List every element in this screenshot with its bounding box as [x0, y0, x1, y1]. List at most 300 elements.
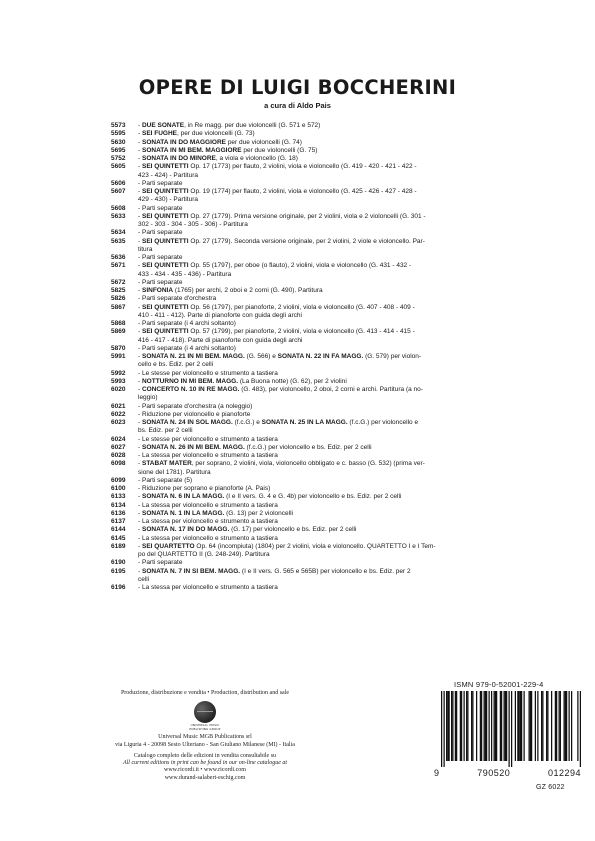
catalog-entry [111, 518, 511, 526]
work-details: cello e bs. Ediz. per 2 celli [138, 361, 214, 369]
catalog-number: 6196 [111, 584, 126, 591]
catalog-number: 5608 [111, 204, 126, 212]
catalog-entry [111, 122, 511, 130]
catalog-entry [111, 353, 511, 361]
work-title: CONCERTO N. 10 IN RE MAGG. [141, 386, 240, 393]
work-title: SONATA N. 24 IN SOL MAGG. [141, 419, 233, 426]
catalog-number: 6098 [111, 460, 126, 468]
catalog-entry [111, 254, 511, 262]
work-details: La stessa per violoncello e strumento a tastiera [141, 534, 278, 542]
catalog-number [111, 271, 138, 279]
catalog-number: 5826 [111, 295, 126, 303]
catalog-description: - SEI QUINTETTI Op. 57 (1799), per pianoforte, 2 violini, viola e violoncello (G. 413 - 414 - 415 - [138, 328, 415, 336]
barcode-digits-left: 790520 [477, 768, 511, 778]
work-details: Riduzione per soprano e pianoforte (A. Pais) [141, 485, 271, 492]
catalog-description: - Parti separate d'orchestra (a noleggio) [138, 402, 253, 410]
barcode-digits-right: 012294 [547, 768, 581, 778]
catalog-entry [111, 304, 511, 312]
catalog-description: - Parti separate [138, 179, 183, 187]
work-details: Op. 55 (1797), per oboe (o flauto), 2 violini, viola e violoncello (G. 431 - 432 - [188, 262, 412, 270]
catalog-entry [111, 180, 511, 188]
barcode-bar [466, 691, 467, 761]
work-title: SEI QUINTETTI [141, 163, 189, 171]
catalog-number: 5607 [111, 188, 126, 195]
catalog-description [138, 469, 511, 477]
catalog-entry [111, 394, 511, 402]
barcode-bar [460, 691, 461, 761]
catalog-entry [111, 403, 511, 411]
barcode-bar [494, 691, 495, 761]
catalog-description: - SEI FUGHE, per due violoncelli (G. 73) [138, 130, 255, 138]
work-details: Op. 27 (1779). Seconda versione originale, per 2 violini, 2 viole e violoncello. Par- [188, 237, 425, 245]
catalog-description [138, 271, 511, 279]
barcode-bar [441, 691, 442, 767]
work-details: La stessa per violoncello e strumento a tastiera [141, 518, 278, 525]
catalog-number [111, 361, 138, 369]
catalog-number: 6136 [111, 509, 126, 517]
catalog-description [138, 394, 511, 402]
barcode-bar [565, 691, 566, 761]
catalog-description: - La stessa per violoncello e strumento a tastiera [138, 534, 278, 542]
barcode [431, 691, 581, 767]
work-title: SONATA N. 6 IN LA MAGG. [141, 493, 225, 501]
catalog-number: 5868 [111, 320, 126, 327]
catalog-description: - Parti separate [138, 278, 183, 286]
catalog-description: - SONATA N. 1 IN LA MAGG. (G. 13) per 2 violoncelli [138, 509, 293, 517]
logo-line-2: PUBLISHING GROUP [189, 727, 221, 732]
work-title: SONATA IN DO MAGGIORE [141, 138, 227, 146]
catalog-description [138, 361, 511, 369]
catalog-description: - CONCERTO N. 10 IN RE MAGG. (G. 483), per violoncello, 2 oboi, 2 corni e archi. Partitura (a no- [138, 386, 423, 393]
work-details: (f.c.G.) per violoncello e bs. Ediz. per 2 celli [244, 443, 372, 451]
barcode-bar [560, 691, 561, 761]
barcode-bar [569, 691, 570, 761]
catalog-list [111, 122, 511, 592]
catalog-entry [111, 172, 511, 180]
catalog-number: 5573 [111, 122, 126, 129]
barcode-bar [472, 691, 473, 761]
catalog-entry [111, 361, 511, 369]
work-details: La stessa per violoncello e strumento a tastiera [141, 452, 278, 459]
work-details: Parti separate (i 4 archi soltanto) [141, 320, 236, 327]
catalog-entry [111, 535, 511, 543]
catalog-entry [111, 271, 511, 279]
work-title: SONATA IN MI BEM. MAGGIORE [141, 146, 242, 154]
catalog-entry [111, 469, 511, 477]
work-details: , per soprano, 2 violini, viola, violoncello obbligato e c. basso (G. 532) (prima ver- [191, 460, 425, 468]
catalog-description: - SEI QUINTETTI Op. 56 (1797), per pianoforte, 2 violini, viola e violoncello (G. 407 - 408 - 409 - [138, 303, 415, 311]
work-details: titura [138, 245, 153, 253]
catalog-entry [111, 205, 511, 213]
work-title: SONATA N. 21 IN MI BEM. MAGG. [141, 353, 245, 360]
catalog-description: - SEI QUINTETTI Op. 19 (1774) per flauto, 2 violini, viola e violoncello (G. 425 - 426 - 427 - 428 - [138, 188, 417, 195]
catalog-description: - Parti separate d'orchestra [138, 295, 217, 303]
catalog-number: 6027 [111, 443, 126, 451]
catalog-entry [111, 345, 511, 353]
catalog-entry [111, 576, 511, 584]
catalog-entry [111, 460, 511, 468]
editor-credit: a cura di Aldo Pais [264, 101, 331, 110]
work-details: (G. 13) per 2 violoncelli [224, 509, 293, 517]
page-title: OPERE DI LUIGI BOCCHERINI [138, 76, 457, 99]
barcode-bar [481, 691, 482, 761]
catalog-number: 5671 [111, 262, 126, 270]
work-title: SONATA N. 25 IN LA MAGG. [261, 419, 348, 426]
catalog-number: 6195 [111, 567, 126, 575]
barcode-bar [480, 691, 481, 761]
catalog-entry [111, 287, 511, 295]
work-details: bs. Ediz. per 2 celli [138, 427, 193, 435]
catalog-entry [111, 328, 511, 336]
barcode-bar [559, 691, 560, 761]
barcode-bar [520, 691, 521, 761]
catalog-entry [111, 295, 511, 303]
barcode-bar [566, 691, 567, 761]
barcode-bar [524, 691, 525, 761]
work-title: SONATA N. 1 IN LA MAGG. [141, 509, 225, 517]
barcode-bar [515, 691, 516, 761]
barcode-bar [489, 691, 490, 761]
catalog-description: - SONATA IN DO MAGGIORE per due violoncelli (G. 74) [138, 138, 302, 146]
catalog-number: 6020 [111, 386, 126, 393]
catalog-code: GZ 6022 [536, 784, 565, 791]
barcode-bar [547, 691, 548, 761]
barcode-bar [509, 691, 510, 767]
work-details: Parti separate [141, 254, 183, 261]
barcode-bar [541, 691, 542, 761]
catalog-entry [111, 411, 511, 419]
catalog-description: - Parti separate (i 4 archi soltanto) [138, 344, 236, 352]
catalog-description [138, 312, 511, 320]
work-details: 423 - 424) - Partitura [138, 171, 198, 179]
catalog-entry [111, 444, 511, 452]
barcode-bar [505, 691, 506, 761]
barcode-bar [564, 691, 565, 761]
work-details: Op. 17 (1773) per flauto, 2 violini, viola e violoncello (G. 419 - 420 - 421 - 422 - [188, 163, 417, 171]
catalog-number: 6021 [111, 402, 126, 410]
work-details: (G. 579) per violon- [363, 353, 422, 360]
work-details: Parti separate [141, 278, 183, 286]
catalog-number: 5605 [111, 163, 126, 171]
ismn-number: ISMN 979-0-52001-229-4 [454, 680, 544, 689]
work-details: Le stesse per violoncello e strumento a tastiera [141, 435, 278, 443]
catalog-number [111, 551, 138, 559]
work-details: Op. 56 (1797), per pianoforte, 2 violini, viola e violoncello (G. 407 - 408 - 409 - [188, 303, 415, 311]
catalog-description: - Parti separate [138, 559, 183, 567]
catalog-number: 5672 [111, 278, 126, 286]
barcode-bar [577, 691, 578, 761]
catalog-number: 5867 [111, 303, 126, 311]
barcode-bar [535, 691, 536, 761]
catalog-entry [111, 559, 511, 567]
catalog-entry [111, 155, 511, 163]
work-details: per due violoncelli (G. 75) [241, 146, 318, 154]
catalog-description: - Riduzione per violoncello e pianoforte [138, 410, 251, 418]
barcode-bar [531, 691, 532, 761]
catalog-description: - Parti separate [138, 229, 183, 237]
barcode-digit-lead: 9 [434, 768, 440, 778]
work-details: Op. 19 (1774) per flauto, 2 violini, viola e violoncello (G. 425 - 426 - 427 - 428 - [188, 188, 417, 195]
catalog-entry [111, 320, 511, 328]
work-details: celli [138, 575, 150, 583]
catalog-description [138, 337, 511, 345]
barcode-bar [449, 691, 450, 761]
catalog-description: - La stessa per violoncello e strumento a tastiera [138, 584, 278, 591]
work-details: 433 - 434 - 435 - 436) - Partitura [138, 270, 232, 278]
catalog-entry [111, 213, 511, 221]
catalog-entry [111, 147, 511, 155]
catalog-entry [111, 188, 511, 196]
barcode-bar [517, 691, 518, 761]
catalog-description: - Parti separate [138, 254, 183, 261]
work-details: Parti separate (5) [141, 476, 193, 484]
work-details: , a viola e violoncello (G. 18) [215, 155, 298, 162]
barcode-bar [471, 691, 472, 761]
work-details: Riduzione per violoncello e pianoforte [141, 410, 251, 418]
catalog-entry [111, 502, 511, 510]
catalog-number: 5870 [111, 344, 126, 352]
catalog-description: - Parti separate (i 4 archi soltanto) [138, 320, 236, 327]
catalog-entry [111, 427, 511, 435]
work-details: 302 - 303 - 304 - 305 - 306) - Partitura [138, 221, 248, 228]
barcode-bar [551, 691, 552, 761]
catalog-description [138, 576, 511, 584]
catalog-entry [111, 139, 511, 147]
work-details: leggio) [138, 394, 158, 402]
catalog-description: - SONATA IN MI BEM. MAGGIORE per due violoncelli (G. 75) [138, 146, 318, 154]
catalog-number [111, 172, 138, 180]
catalog-number: 6144 [111, 526, 126, 534]
barcode-bar [444, 691, 445, 767]
work-title: SEI QUINTETTI [141, 303, 189, 311]
catalog-description: - SINFONIA (1765) per archi, 2 oboi e 2 corni (G. 490). Partitura [138, 287, 323, 294]
catalog-number [111, 196, 138, 204]
catalog-entry [111, 337, 511, 345]
catalog-number: 6133 [111, 493, 126, 501]
catalog-entry [111, 452, 511, 460]
barcode-bar [546, 691, 547, 761]
catalog-description: - La stessa per violoncello e strumento a tastiera [138, 452, 278, 459]
barcode-bar [555, 691, 556, 761]
catalog-description: - SEI QUARTETTO Op. 64 (incompiuta) (1804) per 2 violini, viola e violoncello. QUARTETTO I e I Tem- [138, 542, 436, 550]
barcode-bar [456, 691, 457, 761]
catalog-description: - SEI QUINTETTI Op. 55 (1797), per oboe (o flauto), 2 violini, viola e violoncello (G. 431 - 432 - [138, 262, 412, 270]
catalog-entry [111, 221, 511, 229]
work-details: La stessa per violoncello e strumento a tastiera [141, 501, 278, 509]
barcode-bar [484, 691, 485, 761]
catalog-number [111, 576, 138, 584]
work-details: (G. 17) per violoncello e bs. Ediz. per 2 celli [229, 526, 357, 534]
catalog-description: - SEI QUINTETTI Op. 27 (1779). Prima versione originale, per 2 violini, viola e 2 violoncelli (G. 301 - [138, 212, 426, 220]
catalog-description [138, 551, 511, 559]
catalog-description [138, 427, 511, 435]
work-title: SEI FUGHE [141, 130, 178, 138]
work-details: Op. 64 (incompiuta) (1804) per 2 violini, viola e violoncello. QUARTETTO I e I Tem- [194, 542, 436, 550]
catalog-entry [111, 196, 511, 204]
work-details: Op. 27 (1779). Prima versione originale, per 2 violini, viola e 2 violoncelli (G. 301 - [188, 212, 426, 220]
catalog-number: 5635 [111, 237, 126, 245]
catalog-number: 5595 [111, 130, 126, 138]
catalog-entry [111, 279, 511, 287]
barcode-bar [486, 691, 487, 761]
catalog-note-it: Catalogo completo delle edizioni in vendita consultabile su [133, 752, 277, 759]
catalog-entry [111, 419, 511, 427]
work-details: 429 - 430) - Partitura [138, 196, 198, 204]
work-title: SONATA N. 22 IN FA MAGG. [277, 353, 364, 360]
catalog-number: 6100 [111, 485, 126, 492]
work-title: SEI QUINTETTI [141, 262, 189, 270]
catalog-number: 5825 [111, 287, 126, 294]
catalog-entry [111, 551, 511, 559]
barcode-bar [580, 691, 581, 767]
catalog-entry [111, 584, 511, 592]
work-details: (f.c.G.) e [232, 419, 262, 426]
catalog-number: 5991 [111, 353, 126, 360]
catalog-entry [111, 526, 511, 534]
catalog-number: 6022 [111, 410, 126, 418]
barcode-bar [542, 691, 543, 761]
catalog-entry [111, 477, 511, 485]
work-details: Le stesse per violoncello e strumento a tastiera [141, 369, 278, 377]
catalog-entry [111, 485, 511, 493]
catalog-description: - La stessa per violoncello e strumento a tastiera [138, 518, 278, 525]
barcode-bar [496, 691, 497, 761]
work-details: per due violoncelli (G. 74) [226, 138, 302, 146]
barcode-bar [495, 691, 496, 761]
catalog-entry [111, 568, 511, 576]
work-details: po del QUARTETTO II (G. 248-249). Partitura [138, 551, 270, 558]
catalog-number [111, 427, 138, 435]
catalog-number [111, 221, 138, 229]
work-title: SONATA N. 17 IN DO MAGG. [141, 526, 230, 534]
catalog-number [111, 246, 138, 254]
work-title: SONATA N. 7 IN SI BEM. MAGG. [141, 567, 241, 575]
catalog-entry [111, 229, 511, 237]
catalog-number: 6189 [111, 542, 126, 550]
work-details: Parti separate [141, 559, 183, 567]
catalog-description: - SEI QUINTETTI Op. 17 (1773) per flauto, 2 violini, viola e violoncello (G. 419 - 420 - 421 - 422 - [138, 163, 417, 171]
catalog-number: 5695 [111, 146, 126, 154]
barcode-digits [434, 768, 581, 778]
work-details: La stessa per violoncello e strumento a tastiera [141, 584, 278, 591]
catalog-description: - STABAT MATER, per soprano, 2 violini, viola, violoncello obbligato e c. basso (G. 532) (prima ver- [138, 460, 425, 468]
production-line: Produzione, distribuzione e vendita • Production, distribution and sale [120, 690, 290, 696]
work-title: SINFONIA [141, 287, 174, 294]
catalog-description: - DUE SONATE, in Re magg. per due violoncelli (G. 571 e 572) [138, 122, 321, 129]
barcode-bar [530, 691, 531, 761]
catalog-entry [111, 246, 511, 254]
barcode-bar [519, 691, 520, 761]
catalog-entry [111, 262, 511, 270]
catalog-description: - Le stesse per violoncello e strumento a tastiera [138, 435, 278, 443]
work-details: (I e II vers. G. 4 e G. 4b) per violoncello e bs. Ediz. per 2 celli [224, 493, 402, 501]
catalog-number [111, 312, 138, 320]
catalog-entry [111, 312, 511, 320]
catalog-entry [111, 238, 511, 246]
catalog-number: 5606 [111, 179, 126, 187]
work-title: NOTTURNO IN MI BEM. MAGG. [141, 377, 239, 385]
work-details: Parti separate (i 4 archi soltanto) [141, 344, 236, 352]
work-title: DUE SONATE [141, 122, 185, 129]
catalog-entry [111, 163, 511, 171]
catalog-number: 5752 [111, 155, 126, 162]
work-details: (G. 566) e [244, 353, 278, 360]
catalog-entry [111, 493, 511, 501]
catalog-description: - SONATA N. 7 IN SI BEM. MAGG. (I e II vers. G. 565 e 565B) per violoncello e bs. Ediz. per 2 [138, 567, 411, 575]
work-details: Parti separate d'orchestra [141, 295, 217, 303]
publisher-address: via Liguria 4 - 20098 Sesto Ulteriano - San Giuliano Milanese (MI) - Italia [115, 741, 295, 748]
globe-icon [194, 701, 216, 723]
publisher-name: Universal Music MGB Publications srl [158, 734, 252, 741]
catalog-description: - Le stesse per violoncello e strumento a tastiera [138, 369, 278, 377]
logo-line-1: UNIVERSAL MUSIC [190, 723, 220, 728]
catalog-number: 6099 [111, 476, 126, 484]
work-details: Op. 57 (1799), per pianoforte, 2 violini, viola e violoncello (G. 413 - 414 - 415 - [188, 328, 415, 336]
work-details: Parti separate [141, 204, 183, 212]
work-details: (G. 483), per violoncello, 2 oboi, 2 corni e archi. Partitura (a no- [239, 386, 423, 393]
catalog-number: 6023 [111, 419, 126, 426]
barcode-bars [431, 691, 581, 767]
work-details: Parti separate [141, 229, 183, 237]
work-title: SEI QUINTETTI [141, 212, 189, 220]
barcode-bar [511, 691, 512, 767]
work-details: (1765) per archi, 2 oboi e 2 corni (G. 490). Partitura [173, 287, 323, 294]
catalog-description [138, 221, 511, 229]
catalog-number [111, 469, 138, 477]
catalog-description: - SONATA N. 24 IN SOL MAGG. (f.c.G.) e SONATA N. 25 IN LA MAGG. (f.c.G.) per violoncello e [138, 419, 419, 426]
catalog-number: 6145 [111, 534, 126, 542]
barcode-bar [446, 691, 447, 761]
catalog-number: 6024 [111, 435, 126, 443]
catalog-description: - SONATA IN DO MINORE, a viola e violoncello (G. 18) [138, 155, 298, 162]
barcode-bar [506, 691, 507, 761]
barcode-bar [485, 691, 486, 761]
catalog-entry [111, 436, 511, 444]
catalog-entry [111, 386, 511, 394]
barcode-bar [500, 691, 501, 761]
work-title: SEI QUARTETTO [141, 542, 195, 550]
barcode-bar [556, 691, 557, 761]
work-details: (I e II vers. G. 565 e 565B) per violoncello e bs. Ediz. per 2 [240, 567, 411, 575]
catalog-number: 6134 [111, 501, 126, 509]
catalog-description: - La stessa per violoncello e strumento a tastiera [138, 501, 278, 509]
catalog-entry [111, 370, 511, 378]
barcode-bar [467, 691, 468, 761]
catalog-entry [111, 130, 511, 138]
work-title: STABAT MATER [141, 460, 192, 468]
work-details: , in Re magg. per due violoncelli (G. 571 e 572) [184, 122, 321, 129]
catalog-number: 6028 [111, 452, 126, 459]
barcode-bar [451, 691, 452, 761]
barcode-bar [521, 691, 522, 761]
catalog-description: - Parti separate (5) [138, 476, 193, 484]
catalog-number: 6137 [111, 518, 126, 525]
catalog-number: 5630 [111, 138, 126, 146]
catalog-entry [111, 510, 511, 518]
catalog-number [111, 337, 138, 345]
website-link-durand[interactable]: www.durand-salabert-eschig.com [164, 774, 246, 781]
catalog-number: 5636 [111, 254, 126, 261]
website-link-ricordi[interactable]: www.ricordi.it • www.ricordi.com [164, 767, 246, 774]
publisher-footer [0, 690, 410, 782]
work-details: , per due violoncelli (G. 73) [177, 130, 255, 138]
work-details: Parti separate [141, 179, 183, 187]
catalog-number: 6190 [111, 559, 126, 567]
work-title: SEI QUINTETTI [141, 188, 189, 195]
catalog-description: - SONATA N. 26 IN MI BEM. MAGG. (f.c.G.) per violoncello e bs. Ediz. per 2 celli [138, 443, 372, 451]
barcode-bar [464, 691, 465, 761]
catalog-number [111, 394, 138, 402]
